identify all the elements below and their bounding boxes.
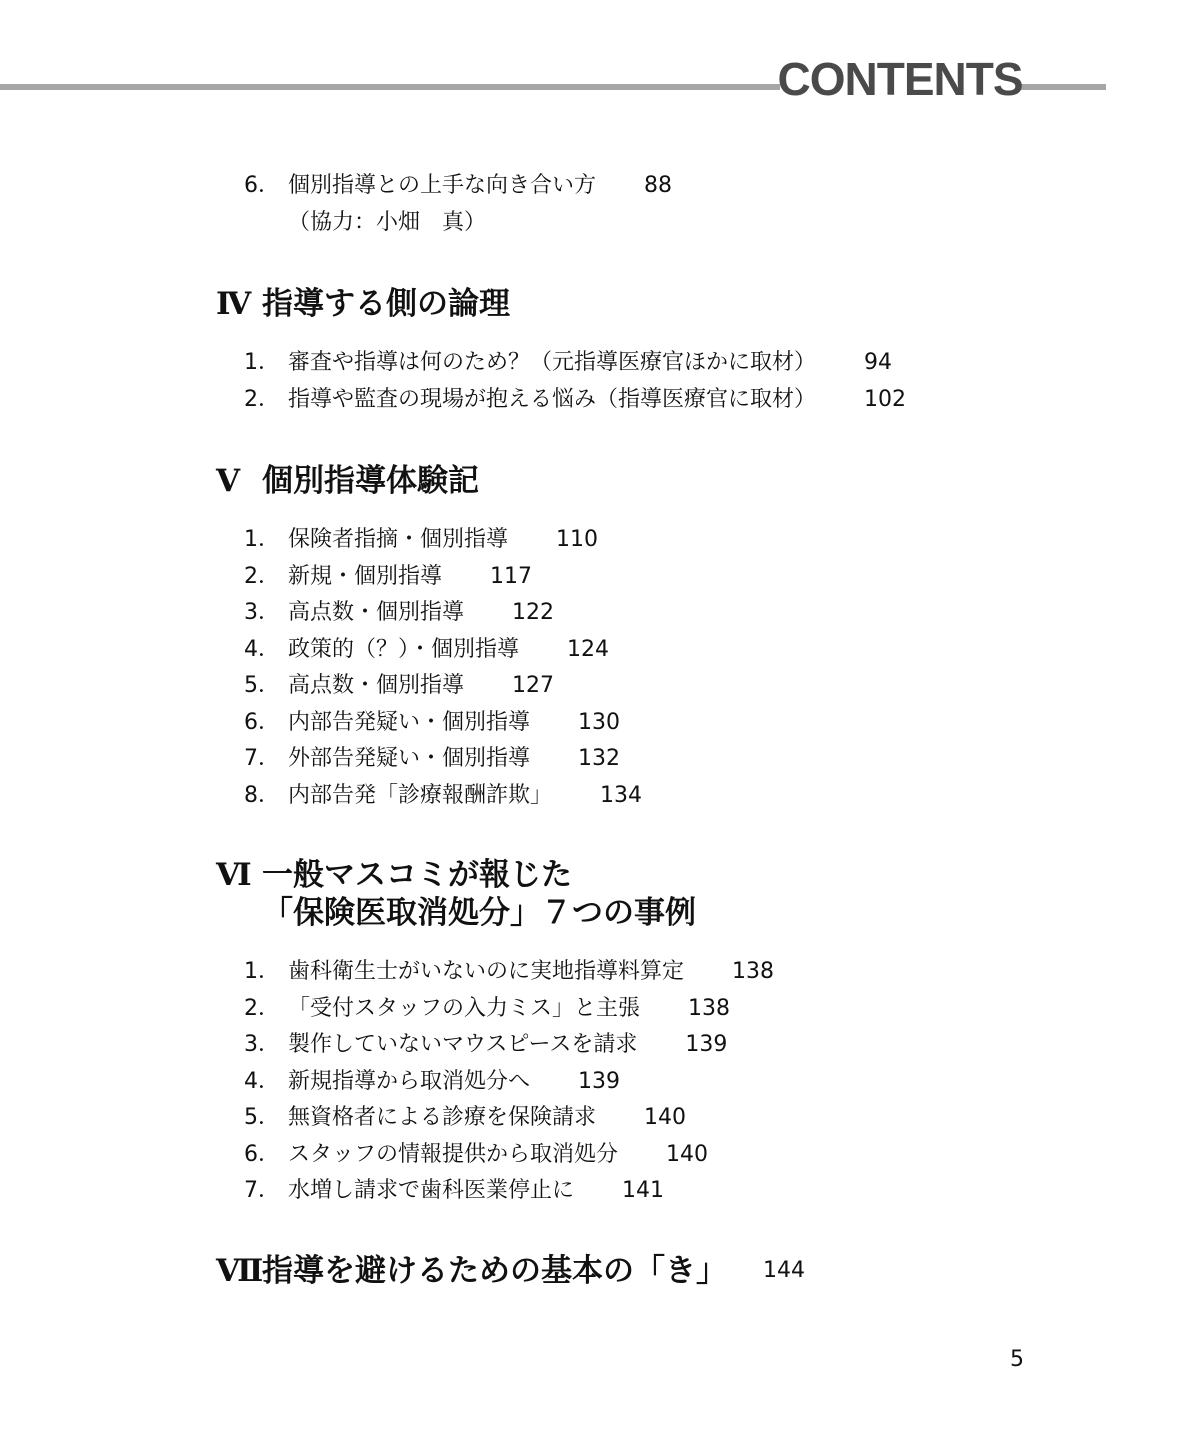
entry-number: 1． — [244, 350, 280, 375]
section-page: 144 — [763, 1257, 805, 1283]
section-title-block — [262, 856, 696, 932]
entry-number: 1． — [244, 959, 280, 984]
entry-title: 歯科衛生士がいないのに実地指導料算定 — [288, 959, 685, 984]
entry-number: 7． — [244, 746, 280, 771]
toc-entry — [244, 668, 1116, 705]
toc-entry — [244, 705, 1116, 742]
section-title-line1: 一般マスコミが報じた — [262, 857, 572, 893]
entry-number: 2． — [244, 386, 280, 412]
entry-number: 5． — [244, 1105, 280, 1130]
toc-entry — [244, 559, 1116, 596]
entry-title: 「受付スタッフの入力ミス」と主張 — [288, 995, 641, 1021]
section-6-entries — [216, 954, 1116, 1210]
entry-page: 138 — [732, 959, 775, 984]
entry-title: 水増し請求で歯科医業停止に — [288, 1178, 575, 1203]
section-title: 個別指導体験記 — [262, 463, 479, 499]
entry-title: 製作していないマウスピースを請求 — [288, 1032, 638, 1057]
section-5-entries — [216, 522, 1116, 814]
section-numeral: Ⅶ — [216, 1252, 262, 1289]
toc-entry — [244, 345, 1116, 382]
entry-title: 新規指導から取消処分へ — [288, 1068, 531, 1094]
entry-number: 2． — [244, 563, 280, 589]
entry-page: 88 — [644, 173, 673, 198]
entry-title: 無資格者による診療を保険請求 — [288, 1105, 597, 1130]
entry-title: 政策的（？）・個別指導 — [288, 636, 520, 662]
entry-title: 内部告発疑い・個別指導 — [288, 709, 531, 735]
section-heading-5 — [216, 462, 1116, 500]
header-rule-left — [0, 84, 780, 90]
toc-entry — [244, 778, 1116, 815]
entry-number: 2． — [244, 995, 280, 1021]
toc-entry — [244, 954, 1116, 991]
entry-number: 7． — [244, 1178, 280, 1203]
entry-number: 3． — [244, 600, 280, 625]
toc-entry — [244, 522, 1116, 559]
entry-page: 110 — [556, 527, 599, 552]
entry-page: 117 — [490, 563, 533, 589]
entry-number: 3． — [244, 1032, 280, 1057]
entry-credit: （協力：小畑 真） — [288, 209, 487, 235]
entry-number: 6． — [244, 173, 280, 198]
entry-page: 127 — [512, 673, 555, 698]
toc-entry — [244, 1173, 1116, 1210]
section-title: 指導する側の論理 — [262, 286, 510, 322]
entry-page: 130 — [578, 709, 621, 735]
entry-number: 1． — [244, 527, 280, 552]
entry-number: 4． — [244, 636, 280, 662]
entry-page: 94 — [864, 350, 893, 375]
section-heading-6 — [216, 856, 1116, 932]
entry-number: 6． — [244, 709, 280, 735]
section-heading-4 — [216, 285, 1116, 323]
entry-number: 4． — [244, 1068, 280, 1094]
table-of-contents — [216, 168, 1116, 1290]
page-number: 5 — [1010, 1347, 1024, 1372]
entry-title: 高点数・個別指導 — [288, 600, 465, 625]
entry-page: 139 — [578, 1068, 621, 1094]
entry-title: 保険者指摘・個別指導 — [288, 527, 509, 552]
entry-page: 138 — [688, 995, 731, 1021]
section-title-line2: 「保険医取消処分」７つの事例 — [262, 895, 696, 931]
toc-entry — [244, 1100, 1116, 1137]
entry-title: 内部告発「診療報酬詐欺」 — [288, 782, 553, 808]
header-rule-right — [1020, 84, 1106, 90]
toc-entry — [244, 1064, 1116, 1101]
entry-title: 指導や監査の現場が抱える悩み（指導医療官に取材） — [288, 386, 817, 412]
entry-title: 高点数・個別指導 — [288, 673, 465, 698]
toc-entry — [244, 168, 1116, 205]
section-numeral: Ⅳ — [216, 286, 250, 322]
entry-title: 審査や指導は何のため？（元指導医療官ほかに取材） — [288, 350, 817, 375]
entry-page: 139 — [685, 1032, 728, 1057]
section-heading-7 — [216, 1252, 1116, 1290]
contents-heading: CONTENTS — [777, 53, 1023, 105]
entry-page: 140 — [666, 1141, 709, 1167]
entry-title: 外部告発疑い・個別指導 — [288, 746, 531, 771]
section-numeral: Ⅴ — [216, 463, 239, 499]
toc-entry — [244, 382, 1116, 419]
section-4-entries — [216, 345, 1116, 418]
toc-entry — [244, 632, 1116, 669]
entry-page: 141 — [622, 1178, 665, 1203]
entry-number: 5． — [244, 673, 280, 698]
toc-entry — [244, 1027, 1116, 1064]
toc-entry — [244, 595, 1116, 632]
section-title: 指導を避けるための基本の「き」 — [262, 1252, 727, 1289]
entry-number: 6． — [244, 1141, 280, 1167]
entry-title: 新規・個別指導 — [288, 563, 443, 589]
entry-title: スタッフの情報提供から取消処分 — [288, 1141, 619, 1167]
entry-page: 132 — [578, 746, 621, 771]
toc-entry — [244, 1137, 1116, 1174]
entry-number: 8． — [244, 782, 280, 808]
entry-page: 124 — [567, 636, 610, 662]
section-numeral: Ⅵ — [216, 857, 250, 893]
entry-page: 140 — [644, 1105, 687, 1130]
entry-title: 個別指導との上手な向き合い方 — [288, 173, 597, 198]
entry-page: 102 — [864, 386, 907, 412]
toc-entry — [244, 991, 1116, 1028]
toc-entry — [244, 741, 1116, 778]
entry-page: 134 — [600, 782, 643, 808]
entry-page: 122 — [512, 600, 555, 625]
